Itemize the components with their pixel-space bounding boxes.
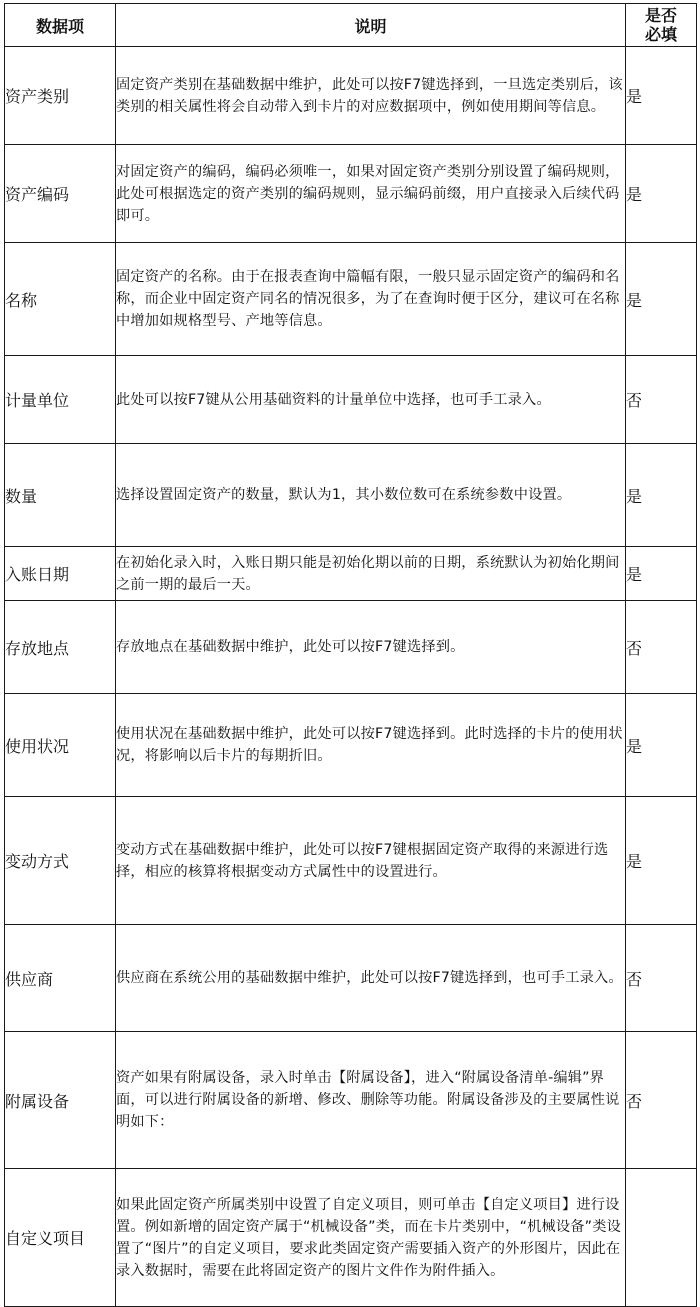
row-description: 固定资产类别在基础数据中维护，此处可以按F7键选择到，一旦选定类别后，该类别的相关属性将会自动带入到卡片的对应数据项中，例如使用期间等信息。 <box>116 47 626 145</box>
row-description: 固定资产的名称。由于在报表查询中篇幅有限，一般只显示固定资产的编码和名称，而企业中固定资产同名的情况很多，为了在查询时便于区分，建议可在名称中增加如规格型号、产地等信息。 <box>116 243 626 356</box>
row-item: 附属设备 <box>5 1032 116 1169</box>
row-item: 变动方式 <box>5 797 116 925</box>
row-description: 变动方式在基础数据中维护，此处可以按F7键根据固定资产取得的来源进行选择，相应的核算将根据变动方式属性中的设置进行。 <box>116 797 626 925</box>
table-row <box>5 145 697 243</box>
row-description: 如果此固定资产所属类别中设置了自定义项目，则可单击【自定义项目】进行设置。例如新增的固定资产属于“机械设备”类，而在卡片类别中，“机械设备”类设置了“图片”的自定义项目，要求此类固定资产需要插入资产的外形图片，因此在录入数据时，需要在此将固定资产的图片文件作为附件插入。 <box>116 1169 626 1307</box>
row-description: 供应商在系统公用的基础数据中维护，此处可以按F7键选择到，也可手工录入。 <box>116 925 626 1032</box>
row-required: 否 <box>626 601 697 694</box>
row-item: 计量单位 <box>5 356 116 444</box>
row-item: 存放地点 <box>5 601 116 694</box>
row-required <box>626 1169 697 1307</box>
row-required: 是 <box>626 47 697 145</box>
table-row <box>5 47 697 145</box>
table-row <box>5 356 697 444</box>
row-required: 是 <box>626 797 697 925</box>
table-row <box>5 1032 697 1169</box>
row-item: 资产编码 <box>5 145 116 243</box>
table-row <box>5 444 697 547</box>
row-item: 入账日期 <box>5 547 116 601</box>
row-required: 是 <box>626 243 697 356</box>
table-row <box>5 797 697 925</box>
row-item: 使用状况 <box>5 694 116 797</box>
row-required: 是 <box>626 444 697 547</box>
row-item: 资产类别 <box>5 47 116 145</box>
row-item: 名称 <box>5 243 116 356</box>
row-required: 否 <box>626 1032 697 1169</box>
row-item: 数量 <box>5 444 116 547</box>
table-row <box>5 601 697 694</box>
table-row <box>5 547 697 601</box>
row-item: 自定义项目 <box>5 1169 116 1307</box>
row-required: 是 <box>626 547 697 601</box>
row-required: 否 <box>626 925 697 1032</box>
header-required <box>626 4 697 47</box>
header-required-text: 是否必填 <box>644 6 677 44</box>
table-row <box>5 925 697 1032</box>
table-row <box>5 1169 697 1307</box>
row-required: 否 <box>626 356 697 444</box>
row-description: 对固定资产的编码，编码必须唯一，如果对固定资产类别分别设置了编码规则，此处可根据选定的资产类别的编码规则，显示编码前缀，用户直接录入后续代码即可。 <box>116 145 626 243</box>
row-description: 使用状况在基础数据中维护，此处可以按F7键选择到。此时选择的卡片的使用状况，将影响以后卡片的每期折旧。 <box>116 694 626 797</box>
header-description: 说明 <box>116 4 626 47</box>
row-required: 是 <box>626 694 697 797</box>
table-row <box>5 243 697 356</box>
row-description: 选择设置固定资产的数量，默认为1，其小数位数可在系统参数中设置。 <box>116 444 626 547</box>
header-row <box>5 4 697 47</box>
row-description: 此处可以按F7键从公用基础资料的计量单位中选择，也可手工录入。 <box>116 356 626 444</box>
data-item-table <box>4 3 697 1307</box>
header-item: 数据项 <box>5 4 116 47</box>
row-description: 存放地点在基础数据中维护，此处可以按F7键选择到。 <box>116 601 626 694</box>
row-item: 供应商 <box>5 925 116 1032</box>
row-description: 在初始化录入时，入账日期只能是初始化期以前的日期，系统默认为初始化期间之前一期的最后一天。 <box>116 547 626 601</box>
row-description: 资产如果有附属设备，录入时单击【附属设备】，进入“附属设备清单-编辑”界面，可以进行附属设备的新增、修改、删除等功能。附属设备涉及的主要属性说明如下： <box>116 1032 626 1169</box>
row-required: 是 <box>626 145 697 243</box>
table-row <box>5 694 697 797</box>
